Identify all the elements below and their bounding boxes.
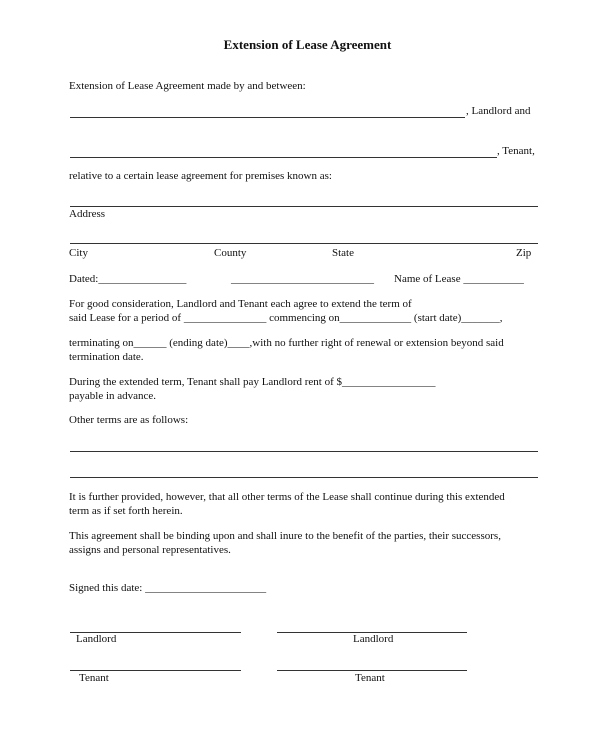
consideration-line-1: For good consideration, Landlord and Tenant each agree to extend the term of — [69, 298, 412, 310]
tenant-suffix: , Tenant, — [497, 145, 535, 157]
other-terms-line-1[interactable] — [70, 451, 538, 452]
dated-field[interactable]: Dated:________________ — [69, 273, 187, 285]
landlord-label-left: Landlord — [76, 633, 117, 645]
document-title: Extension of Lease Agreement — [223, 37, 392, 52]
binding-line-1: This agreement shall be binding upon and shall inure to the benefit of the parties, their successors, — [69, 530, 501, 542]
other-terms-label: Other terms are as follows: — [69, 414, 189, 426]
premises-text: relative to a certain lease agreement for premises known as: — [69, 170, 332, 182]
provided-line-2: term as if set forth herein. — [69, 505, 183, 517]
state-label: State — [332, 247, 354, 259]
city-county-state-zip-field[interactable] — [70, 243, 538, 244]
address-label: Address — [69, 208, 106, 220]
landlord-name-field[interactable] — [70, 117, 465, 118]
lease-blank-field[interactable]: __________________________ — [231, 273, 374, 285]
rent-line-2: payable in advance. — [69, 390, 157, 402]
address-field[interactable] — [70, 206, 538, 207]
binding-line-2: assigns and personal representatives. — [69, 544, 231, 556]
intro-text: Extension of Lease Agreement made by and between: — [69, 80, 306, 92]
signed-date-field[interactable]: Signed this date: ______________________ — [69, 582, 267, 594]
county-label: County — [214, 247, 247, 259]
consideration-line-2: said Lease for a period of _______________ commencing on_____________ (start date)_______, — [69, 312, 503, 324]
city-label: City — [69, 247, 88, 259]
zip-label: Zip — [516, 247, 532, 259]
tenant-label-left: Tenant — [79, 672, 109, 684]
tenant-label-right: Tenant — [355, 672, 385, 684]
name-of-lease-field[interactable]: Name of Lease ___________ — [394, 273, 524, 285]
rent-line-1: During the extended term, Tenant shall pay Landlord rent of $_________________ — [69, 376, 436, 388]
terminating-line-1: terminating on______ (ending date)____,with no further right of renewal or extension beyond said — [69, 337, 504, 349]
landlord-label-right: Landlord — [353, 633, 394, 645]
other-terms-line-2[interactable] — [70, 477, 538, 478]
tenant-name-field[interactable] — [70, 157, 497, 158]
provided-line-1: It is further provided, however, that all other terms of the Lease shall continue during this extended — [69, 491, 505, 503]
terminating-line-2: termination date. — [69, 351, 144, 363]
landlord-suffix: , Landlord and — [466, 105, 531, 117]
